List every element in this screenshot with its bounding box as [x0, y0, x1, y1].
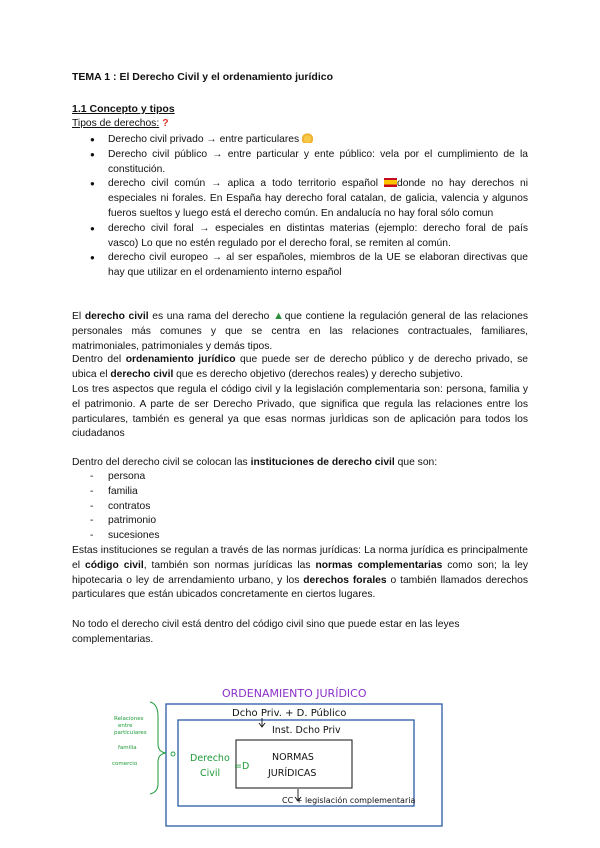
text-run: Estas instituciones se regulan a través de las normas jurídicas: La norma jurídica es principalmente el — [72, 545, 528, 571]
list-item: - contratos — [90, 500, 160, 515]
tree-icon: ▲ — [273, 310, 285, 322]
connector-dot — [171, 752, 175, 756]
outer-box — [166, 704, 442, 826]
inner-box — [236, 740, 352, 788]
bullet-text: donde no hay derechos ni especiales ni forales. En España hay derecho foral catalan, de galicia, valencia y algunos fueros sueltos y luego está el derecho común. En andalucía no hay foral sólo comun — [108, 178, 528, 219]
list-item: - persona — [90, 470, 160, 485]
side-note: entre — [118, 723, 133, 729]
paragraph-aspectos: Los tres aspectos que regula el código civil y la legislación complementaria son: persona, familia y el patrimonio. A parte de ser Derecho Privado, que significa que regula las relaciones entre los particulares, también es general ya que esas normas jurÌdicas son de aplicación para todos los ciudadanos — [72, 384, 528, 440]
text-run: que son: — [394, 457, 438, 468]
civil-arrow: =D — [234, 761, 250, 772]
question-mark-icon: ? — [162, 118, 169, 129]
document-title: TEMA 1 : El Derecho Civil y el ordenamiento jurídico — [72, 71, 333, 83]
side-note: comercio — [112, 761, 138, 767]
side-note: Relaciones — [114, 716, 144, 722]
list-item: - familia — [90, 485, 160, 500]
bold-term: derecho civil — [84, 311, 149, 322]
bold-term: derecho civil — [110, 368, 174, 380]
bullet-text: Derecho civil privado → entre particulares — [108, 134, 300, 145]
side-note: familia — [118, 745, 137, 751]
text-run: o también llamados derechos particulares que están ubicados concretamente en ciertos lugares. — [72, 574, 528, 601]
subsection-label: Tipos de derechos: — [72, 118, 160, 129]
civil-label-line1: Derecho — [190, 753, 230, 764]
paragraph-no-todo: No todo el derecho civil está dentro del código civil sino que puede estar en las leyes complementarias. — [72, 619, 460, 645]
section-title: 1.1 Concepto y tipos — [72, 103, 175, 115]
text-run: que es derecho objetivo (derechos reales) y derecho subjetivo. — [173, 368, 463, 380]
bullet-text: derecho civil europeo → al ser españoles, miembros de la UE se elaboran directivas que hay que utilizar en el ordenamiento interno español — [108, 252, 528, 279]
text-run: El — [72, 311, 85, 322]
inner-box-line2: JURÍDICAS — [268, 768, 317, 779]
list-item: - patrimonio — [90, 514, 160, 529]
bold-term: normas complementarias — [315, 559, 443, 571]
side-note: particulares — [114, 730, 147, 736]
bold-term: código civil — [84, 559, 144, 571]
bullet-text: derecho civil foral → especiales en distintas materias (ejemplo: derecho foral de país vasco) Lo que no estén regulado por el derecho foral, se remiten al común. — [108, 222, 528, 249]
civil-label-line2: Civil — [200, 768, 221, 779]
text-run: que puede ser de derecho público y de derecho privado, se ubica el — [72, 354, 528, 380]
text-run: como son; la ley hipotecaria o ley de arrendamiento urbano, y los — [72, 559, 528, 586]
bold-term: ordenamiento jurídico — [125, 354, 236, 365]
bullet-text: Derecho civil público → entre particular y ente público: vela por el cumplimiento de la constitución. — [108, 148, 528, 175]
text-run: , también son normas jurídicas las — [143, 559, 316, 571]
inner-box-line1: NORMAS — [272, 752, 314, 763]
curly-brace — [150, 702, 166, 794]
down-arrow-icon — [259, 718, 265, 727]
diagram-title: ORDENAMIENTO JURÍDICO — [222, 687, 367, 700]
text-run: Dentro del derecho civil se colocan las — [72, 457, 251, 468]
list-item: - sucesiones — [90, 529, 160, 544]
bold-term: derechos forales — [303, 574, 387, 586]
text-run: es una rama del derecho — [148, 311, 274, 322]
bottom-label: CC + legislación complementaria — [282, 796, 416, 805]
bold-term: instituciones de derecho civil — [250, 457, 395, 468]
text-run: Dentro del — [72, 354, 126, 365]
outer-box-label: Dcho Priv. + D. Público — [232, 708, 347, 719]
middle-box-label: Inst. Dcho Priv — [272, 725, 341, 736]
text-run: que contiene la regulación general de las relaciones personales más comunes y que se centra en las relaciones contractuales, familiares, matrimoniales, patrimoniales y demás tipos. — [72, 311, 528, 352]
bullet-text: derecho civil común → aplica a todo territorio español — [108, 178, 384, 190]
